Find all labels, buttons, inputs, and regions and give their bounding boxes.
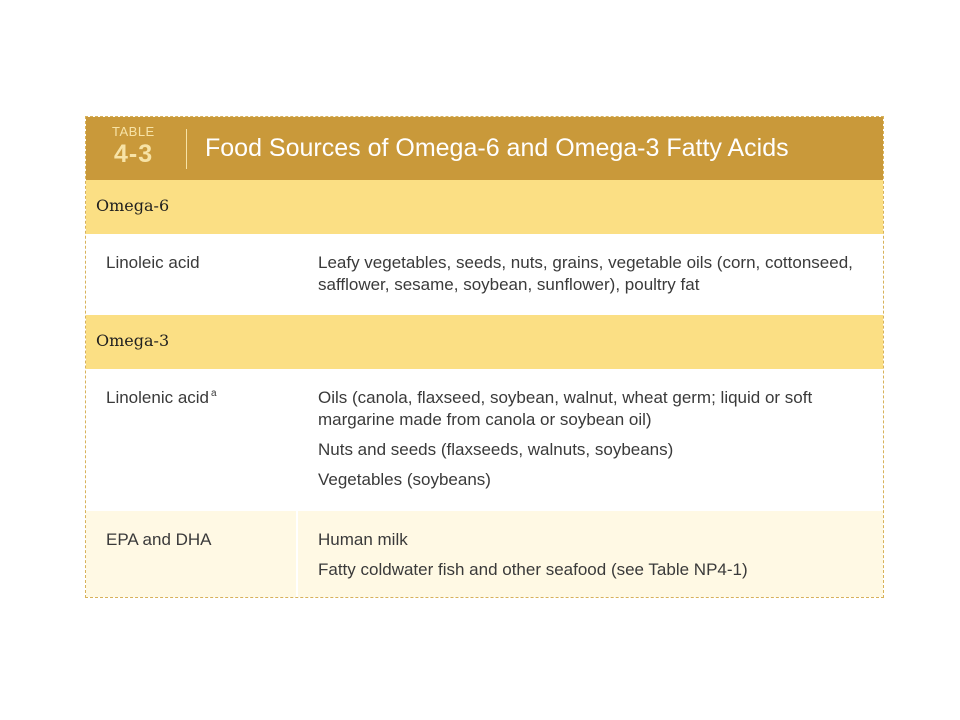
- column-divider: [296, 511, 298, 597]
- fatty-acid-name: [106, 529, 212, 551]
- food-sources-cell: [318, 252, 863, 304]
- table-tag: [112, 124, 182, 169]
- food-sources-cell: [318, 529, 863, 589]
- table-title: Food Sources of Omega-6 and Omega-3 Fatty Acids: [205, 134, 789, 162]
- fatty-acid-name-text: Linoleic acid: [106, 253, 200, 272]
- table-tag-word: TABLE: [112, 124, 155, 139]
- table-row-linolenic-acid: [86, 369, 883, 511]
- food-source-item: Leafy vegetables, seeds, nuts, grains, vegetable oils (corn, cottonseed, safflower, sesame, soybean, sunflower), poultry fat: [318, 253, 853, 294]
- section-label: Omega-3: [96, 331, 170, 350]
- fatty-acid-name-text: Linolenic acid: [106, 388, 210, 407]
- food-source-item: Oils (canola, flaxseed, soybean, walnut, wheat germ; liquid or soft margarine made from canola or soybean oil): [318, 388, 813, 429]
- header-divider: [186, 129, 187, 169]
- footnote-marker: a: [211, 388, 217, 400]
- food-source-item: Fatty coldwater fish and other seafood (see Table NP4-1): [318, 560, 748, 579]
- table-row-epa-dha: [86, 511, 883, 597]
- fatty-acid-name: [106, 387, 217, 409]
- section-label: Omega-6: [96, 196, 170, 215]
- section-header-omega-3: [86, 315, 883, 369]
- food-source-item: Nuts and seeds (flaxseeds, walnuts, soybeans): [318, 440, 674, 459]
- section-header-omega-6: [86, 180, 883, 234]
- nutrition-table: [85, 116, 884, 598]
- table-header: [86, 117, 883, 180]
- table-number: 4-3: [114, 140, 154, 168]
- fatty-acid-name-text: EPA and DHA: [106, 530, 212, 549]
- fatty-acid-name: [106, 252, 200, 274]
- table-row-linoleic-acid: [86, 234, 883, 315]
- food-source-item: Human milk: [318, 530, 408, 549]
- food-source-item: Vegetables (soybeans): [318, 470, 491, 489]
- food-sources-cell: [318, 387, 863, 499]
